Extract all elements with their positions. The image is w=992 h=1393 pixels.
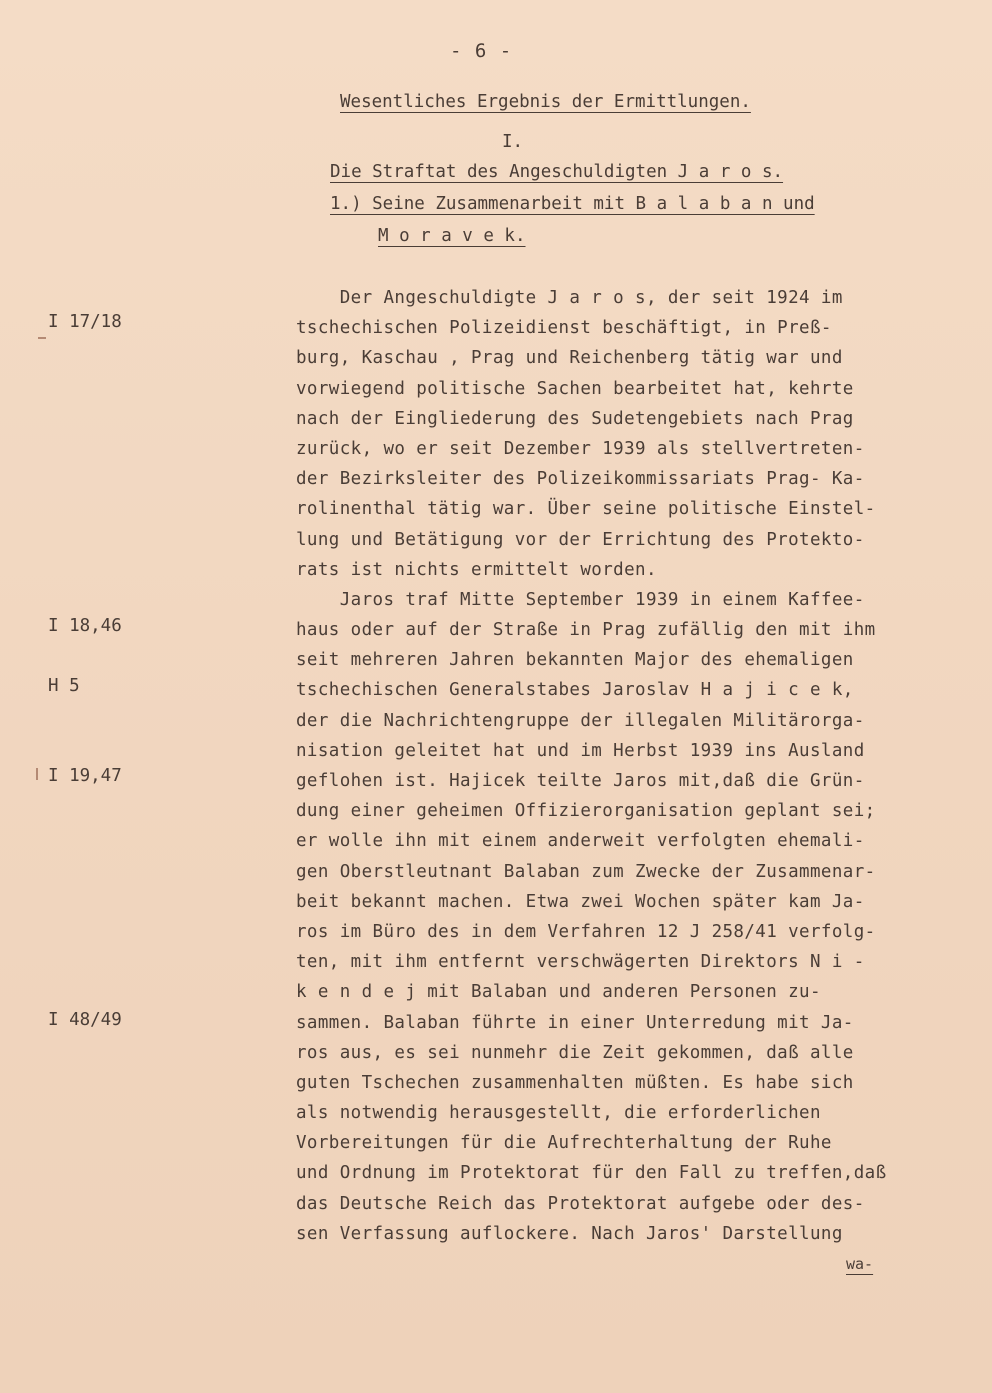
text-line: k e n d e j mit Balaban und anderen Personen zu- xyxy=(296,982,821,1003)
body-text xyxy=(296,283,966,1249)
text-line: dung einer geheimen Offizierorganisation geplant sei; xyxy=(296,801,876,822)
section-heading-cooperation-line2: M o r a v e k. xyxy=(378,226,526,246)
text-line: als notwendig herausgestellt, die erforderlichen xyxy=(296,1103,821,1124)
text-line: tschechischen Generalstabes Jaroslav H a j i c e k, xyxy=(296,680,854,701)
section-heading-cooperation-line1: 1.) Seine Zusammenarbeit mit B a l a b a n und xyxy=(330,194,815,214)
stray-ink-mark xyxy=(36,768,38,780)
text-line: nisation geleitet hat und im Herbst 1939 ins Ausland xyxy=(296,740,865,761)
text-line: er wolle ihn mit einem anderweit verfolgten ehemali- xyxy=(296,831,865,852)
text-line: sammen. Balaban führte in einer Unterredung mit Ja- xyxy=(296,1012,854,1033)
text-line: rolinenthal tätig war. Über seine politische Einstel- xyxy=(296,499,876,520)
catchword: wa- xyxy=(846,1255,874,1273)
margin-reference: I 18,46 xyxy=(48,616,122,636)
text-line: burg, Kaschau , Prag und Reichenberg tätig war und xyxy=(296,348,843,369)
text-line: nach der Eingliederung des Sudetengebiets nach Prag xyxy=(296,408,854,429)
margin-reference: H 5 xyxy=(48,676,80,696)
text-line: seit mehreren Jahren bekannten Major des ehemaligen xyxy=(296,650,854,671)
text-line: das Deutsche Reich das Protektorat aufgebe oder des- xyxy=(296,1193,865,1214)
margin-reference: I 17/18 xyxy=(48,312,122,332)
margin-reference: I 19,47 xyxy=(48,766,122,786)
text-line: gen Oberstleutnant Balaban zum Zwecke der Zusammenar- xyxy=(296,861,876,882)
margin-reference: I 48/49 xyxy=(48,1010,122,1030)
text-line: beit bekannt machen. Etwa zwei Wochen später kam Ja- xyxy=(296,891,865,912)
text-line: der Bezirksleiter des Polizeikommissariats Prag- Ka- xyxy=(296,469,865,490)
text-line: vorwiegend politische Sachen bearbeitet hat, kehrte xyxy=(296,378,854,399)
text-line: und Ordnung im Protektorat für den Fall zu treffen,daß xyxy=(296,1163,887,1184)
roman-numeral-heading: I. xyxy=(502,132,524,152)
section-heading-offense: Die Straftat des Angeschuldigten J a r o s. xyxy=(330,162,784,182)
main-heading: Wesentliches Ergebnis der Ermittlungen. xyxy=(340,92,751,112)
text-line: tschechischen Polizeidienst beschäftigt, in Preß- xyxy=(296,318,832,339)
page-number: - 6 - xyxy=(450,40,513,62)
text-line: Der Angeschuldigte J a r o s, der seit 1924 im xyxy=(296,288,843,308)
text-line: sen Verfassung auflockere. Nach Jaros' Darstellung xyxy=(296,1223,843,1244)
text-line: zurück, wo er seit Dezember 1939 als stellvertreten- xyxy=(296,438,865,459)
text-line: rats ist nichts ermittelt worden. xyxy=(296,559,657,580)
text-line: Vorbereitungen für die Aufrechterhaltung der Ruhe xyxy=(296,1133,832,1154)
text-line: ten, mit ihm entfernt verschwägerten Direktors N i - xyxy=(296,952,865,973)
text-line: geflohen ist. Hajicek teilte Jaros mit,daß die Grün- xyxy=(296,771,865,791)
text-line: der die Nachrichtengruppe der illegalen Militärorga- xyxy=(296,710,865,731)
text-line: Jaros traf Mitte September 1939 in einem Kaffee- xyxy=(296,589,865,610)
text-line: haus oder auf der Straße in Prag zufällig den mit ihm xyxy=(296,620,876,641)
stray-ink-mark xyxy=(38,337,46,339)
text-line: guten Tschechen zusammenhalten müßten. Es habe sich xyxy=(296,1072,854,1093)
text-line: ros aus, es sei nunmehr die Zeit gekommen, daß alle xyxy=(296,1042,854,1063)
text-line: ros im Büro des in dem Verfahren 12 J 258/41 verfolg- xyxy=(296,921,876,942)
text-line: lung und Betätigung vor der Errichtung des Protekto- xyxy=(296,529,865,550)
